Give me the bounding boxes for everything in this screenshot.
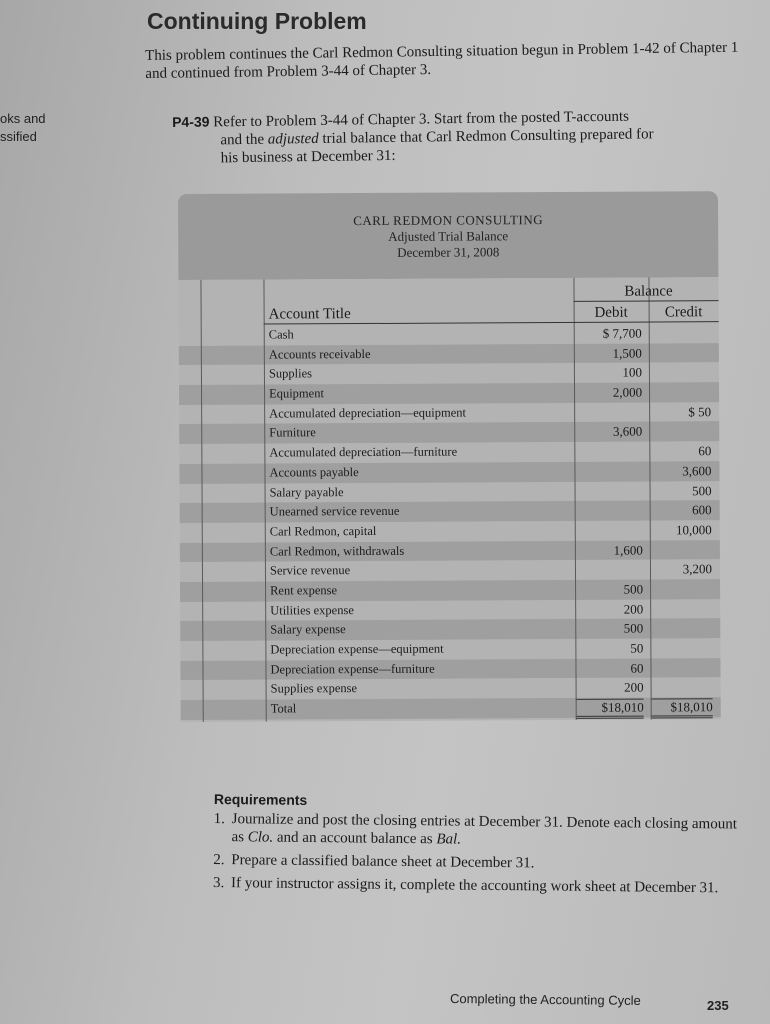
debit-cell: 1,500 [612,345,642,361]
credit-header: Credit [664,304,703,321]
account-cell: Accumulated depreciation—equipment [269,405,466,421]
statement-name: Adjusted Trial Balance [388,228,509,244]
balance-heading: Balance [624,283,673,300]
debit-cell: 500 [623,581,644,597]
account-cell: Carl Redmon, withdrawals [269,543,405,559]
account-cell: Unearned service revenue [269,504,400,519]
account-cell: Supplies [268,366,313,381]
account-cell: Accounts payable [269,464,359,480]
intro-paragraph: This problem continues the Carl Redmon Consulting situation begun in Problem 1-42 of Chapter 1 and continued from Problem 3-44 of Chapter 3. [145,39,739,82]
account-cell: Salary payable [269,484,344,500]
debit-cell: $18,010 [576,699,644,719]
problem-statement [172,105,753,168]
margin-note-line: oks and [0,111,46,126]
debit-cell: 2,000 [612,384,643,400]
debit-cell: 3,600 [612,424,643,440]
statement-date: December 31, 2008 [397,244,500,260]
debit-cell: $ 7,700 [602,325,642,341]
credit-cell: $18,010 [651,698,713,718]
debit-cell: 500 [623,620,644,636]
credit-cell: 3,200 [682,561,713,577]
credit-cell: 600 [692,502,712,518]
account-cell: Service revenue [269,563,351,578]
adjusted-trial-balance [178,191,721,722]
debit-cell: 200 [623,601,644,617]
account-cell: Rent expense [270,583,338,598]
margin-note [0,110,46,146]
margin-note-line: ssified [0,129,37,144]
account-cell: Depreciation expense—furniture [270,661,435,677]
requirements-section [213,790,744,903]
trial-balance-rows [179,323,721,720]
account-cell: Salary expense [270,622,346,637]
account-cell: Accounts receivable [268,346,371,362]
page-title: Continuing Problem [147,8,367,34]
problem-text: Refer to Problem 3-44 of Chapter 3. Start from the posted T-accounts [213,108,630,131]
account-cell: Cash [268,327,294,342]
adjusted-emphasis: adjusted [267,130,319,148]
requirement-text: If your instructor assigns it, complete the accounting work sheet at December 31. [230,875,719,897]
requirement-text: Prepare a classified balance sheet at December 31. [231,852,535,872]
company-name: CARL REDMON CONSULTING [353,212,544,229]
debit-cell: 100 [622,364,642,381]
problem-text-line: his business at December 31: [220,147,396,167]
debit-cell: 200 [624,679,644,696]
chapter-footer: Completing the Accounting Cycle [449,991,641,1008]
account-cell: Carl Redmon, capital [269,523,377,539]
account-cell: Depreciation expense—equipment [270,641,444,657]
balance-rule [574,300,719,302]
credit-cell: $ 50 [688,403,712,420]
trial-balance-header [178,191,718,280]
problem-id: P4-39 [172,113,210,130]
requirement-item: 2. Prepare a classified balance sheet at December 31. [213,851,535,872]
requirements-heading: Requirements [213,790,308,808]
trial-balance-body [178,277,720,722]
requirement-text: Journalize and post the closing entries at December 31. Denote each closing amount as Clo. and an account balance as Bal. [231,811,738,848]
debit-cell: 1,600 [613,542,643,558]
credit-cell: 60 [698,443,712,459]
account-cell: Utilities expense [270,602,354,618]
account-cell: Equipment [269,386,324,401]
credit-cell: 3,600 [682,463,712,479]
account-cell: Accumulated depreciation—furniture [269,444,458,460]
account-cell: Total [270,701,297,716]
account-title-header: Account Title [268,306,351,323]
credit-cell: 500 [692,482,712,498]
requirement-item: 1. Journalize and post the closing entries at December 31. Denote each closing amount as Clo. and an account balance as Bal. [213,810,743,852]
problem-text-line: and the adjusted trial balance that Carl Redmon Consulting prepared for [220,126,654,149]
account-cell: Supplies expense [270,681,358,696]
total-row [181,697,721,720]
credit-cell: 10,000 [675,522,712,538]
debit-cell: 60 [630,660,644,676]
debit-header: Debit [594,304,628,321]
requirement-item: 3. If your instructor assigns it, complete the accounting work sheet at December 31. [212,874,719,897]
debit-cell: 50 [630,640,644,656]
page-number: 235 [707,998,729,1013]
account-cell: Furniture [269,425,316,440]
